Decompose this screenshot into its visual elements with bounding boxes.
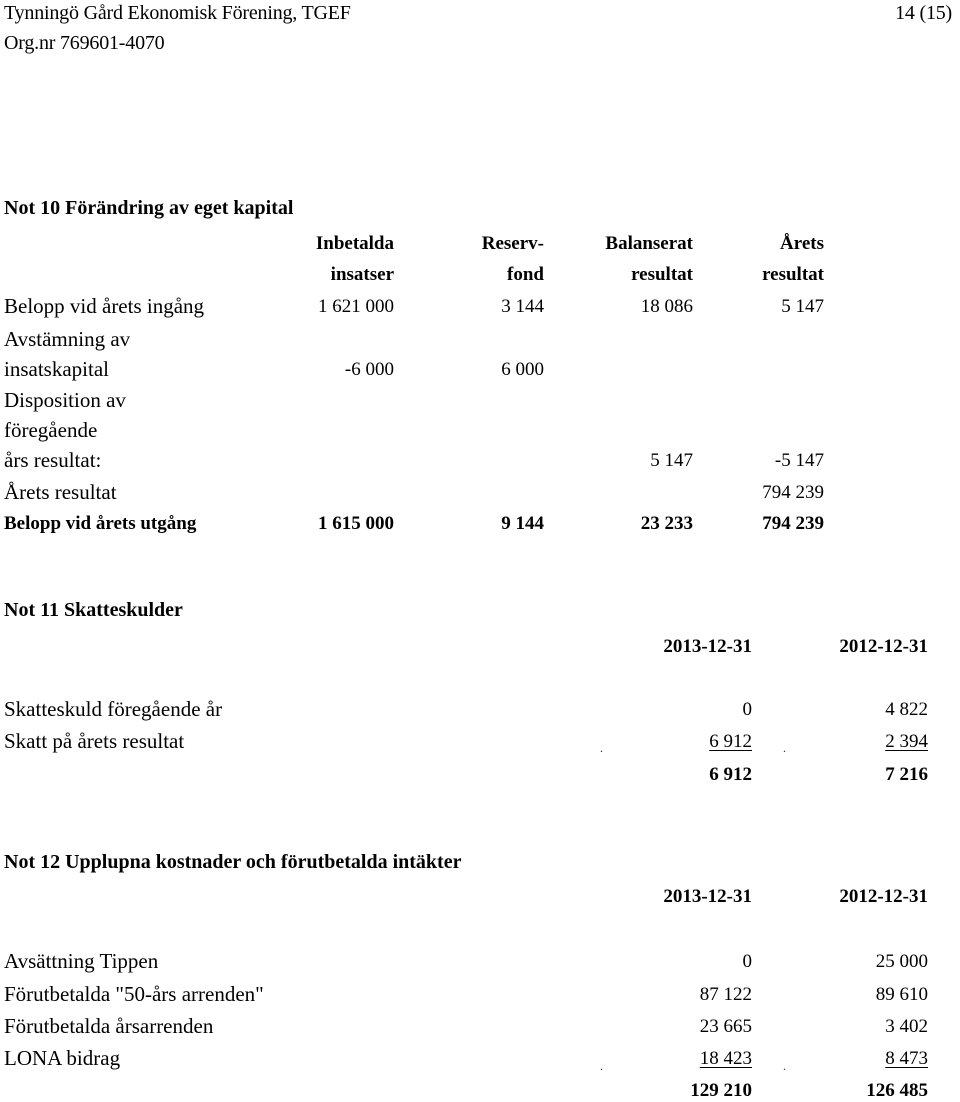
note11-col2: 2012-12-31 bbox=[839, 636, 928, 657]
note12-cell: 0 bbox=[742, 951, 752, 972]
note11-total: 7 216 bbox=[885, 764, 928, 785]
note12-row-label: Förutbetalda "50-års arrenden" bbox=[4, 982, 264, 1006]
note12-col1: 2013-12-31 bbox=[663, 886, 752, 907]
note10-row-label: föregående bbox=[4, 418, 98, 442]
note12-cell: 8 473 bbox=[885, 1048, 928, 1069]
note12-total: 129 210 bbox=[690, 1080, 752, 1101]
note12-total: 126 485 bbox=[866, 1080, 928, 1101]
page-number: 14 (15) bbox=[895, 2, 952, 24]
note10-cell: 9 144 bbox=[501, 513, 544, 534]
note12-row-label: Avsättning Tippen bbox=[4, 949, 159, 973]
note12-cell: 18 423 bbox=[699, 1048, 752, 1069]
note11-cell: 4 822 bbox=[885, 699, 928, 720]
note10-row-label: års resultat: bbox=[4, 448, 102, 472]
note10-row-label: Avstämning av bbox=[4, 327, 131, 351]
note11-row-label: Skatt på årets resultat bbox=[4, 729, 185, 753]
note12-cell: 89 610 bbox=[875, 984, 928, 1005]
note10-row-label: Årets resultat bbox=[4, 480, 117, 504]
note10-col1-line2: insatser bbox=[330, 264, 394, 285]
note11-cell: 0 bbox=[742, 699, 752, 720]
note10-cell: 6 000 bbox=[501, 359, 544, 380]
dot-marker: . bbox=[600, 1059, 603, 1073]
note12-title: Not 12 Upplupna kostnader och förutbetalda intäkter bbox=[4, 851, 462, 873]
note10-col2-line2: fond bbox=[507, 264, 544, 285]
note12-cell: 3 402 bbox=[885, 1016, 928, 1037]
dot-marker: . bbox=[783, 1059, 786, 1073]
note12-cell: 87 122 bbox=[699, 984, 752, 1005]
note10-title: Not 10 Förändring av eget kapital bbox=[4, 197, 294, 219]
note11-title: Not 11 Skatteskulder bbox=[4, 599, 183, 621]
note10-cell: 1 615 000 bbox=[318, 513, 394, 534]
note10-col4-line2: resultat bbox=[762, 264, 824, 285]
note10-cell: 794 239 bbox=[762, 513, 824, 534]
org-number: Org.nr 769601-4070 bbox=[4, 32, 165, 54]
note10-cell: 5 147 bbox=[781, 296, 824, 317]
note10-col3-line2: resultat bbox=[631, 264, 693, 285]
note10-col3-line1: Balanserat bbox=[605, 233, 693, 254]
note10-row-label: insatskapital bbox=[4, 357, 109, 381]
note12-cell: 25 000 bbox=[875, 951, 928, 972]
note11-cell: 2 394 bbox=[885, 731, 928, 752]
note11-row-label: Skatteskuld föregående år bbox=[4, 697, 223, 721]
note10-row-label: Belopp vid årets utgång bbox=[4, 513, 197, 534]
note10-cell: 5 147 bbox=[650, 450, 693, 471]
note10-cell: 23 233 bbox=[640, 513, 693, 534]
note11-col1: 2013-12-31 bbox=[663, 636, 752, 657]
note10-row-label: Disposition av bbox=[4, 388, 126, 412]
dot-marker: . bbox=[783, 741, 786, 755]
note12-cell: 23 665 bbox=[699, 1016, 752, 1037]
company-name: Tynningö Gård Ekonomisk Förening, TGEF bbox=[4, 2, 351, 24]
note12-row-label: LONA bidrag bbox=[4, 1046, 121, 1070]
note10-cell: 18 086 bbox=[640, 296, 693, 317]
note12-col2: 2012-12-31 bbox=[839, 886, 928, 907]
note11-total: 6 912 bbox=[709, 764, 752, 785]
note10-cell: -6 000 bbox=[344, 359, 394, 380]
note10-col1-line1: Inbetalda bbox=[315, 233, 394, 254]
note10-cell: -5 147 bbox=[774, 450, 824, 471]
note10-col2-line1: Reserv- bbox=[481, 233, 544, 254]
note10-col4-line1: Årets bbox=[780, 233, 824, 254]
note10-cell: 794 239 bbox=[762, 482, 824, 503]
note10-cell: 1 621 000 bbox=[318, 296, 394, 317]
note12-row-label: Förutbetalda årsarrenden bbox=[4, 1014, 214, 1038]
note11-cell: 6 912 bbox=[709, 731, 752, 752]
note10-cell: 3 144 bbox=[501, 296, 544, 317]
note10-row-label: Belopp vid årets ingång bbox=[4, 294, 205, 318]
dot-marker: . bbox=[600, 741, 603, 755]
